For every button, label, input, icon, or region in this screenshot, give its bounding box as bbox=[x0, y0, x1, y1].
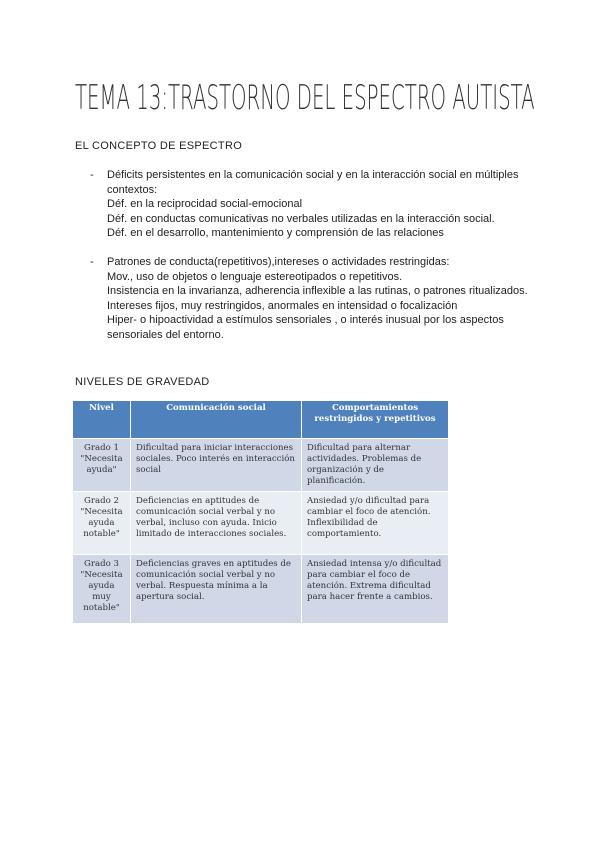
bullet-dash: - bbox=[90, 255, 94, 268]
table-cell: Deficiencias graves en aptitudes de comunicación social verbal y no verbal. Respuesta mínima a la apertura social. bbox=[131, 555, 302, 624]
table-cell: Deficiencias en aptitudes de comunicación social verbal y no verbal, incluso con ayuda. Inicio limitado de interacciones sociales. bbox=[131, 492, 302, 555]
table-cell: Dificultad para alternar actividades. Problemas de organización y de planificación. bbox=[302, 439, 449, 492]
table-cell: Ansiedad y/o dificultad para cambiar el foco de atención. Inflexibilidad de comportamiento. bbox=[302, 492, 449, 555]
table-row bbox=[73, 439, 449, 492]
list-item bbox=[90, 168, 540, 241]
column-header: Nivel bbox=[73, 401, 131, 439]
list-subitem: Déf. en la reciprocidad social-emocional bbox=[107, 198, 303, 211]
table-cell: Grado 3 "Necesita ayuda muy notable" bbox=[73, 555, 131, 624]
list-item-main: Patrones de conducta(repetitivos),intereses o actividades restringidas: bbox=[107, 255, 450, 268]
page-title: TEMA 13:TRASTORNO DEL ESPECTRO AUTISTA bbox=[75, 78, 535, 118]
table-cell: Ansiedad intensa y/o dificultad para cambiar el foco de atención. Extrema dificultad para hacer frente a cambios. bbox=[302, 555, 449, 624]
list-subitem: Déf. en el desarrollo, mantenimiento y comprensión de las relaciones bbox=[107, 227, 444, 240]
table-cell: Grado 2 "Necesita ayuda notable" bbox=[73, 492, 131, 555]
table-cell: Grado 1 "Necesita ayuda" bbox=[73, 439, 131, 492]
list-subitem: Insistencia en la invarianza, adherencia inflexible a las rutinas, o patrones ritualizados. bbox=[107, 285, 528, 298]
bullet-dash: - bbox=[90, 169, 94, 181]
table-row bbox=[73, 492, 449, 555]
list-subitem: Hiper- o hipoactividad a estímulos sensoriales , o interés inusual por los aspectos sensoriales del entorno. bbox=[107, 314, 504, 341]
table-row bbox=[73, 555, 449, 624]
column-header: Comunicación social bbox=[131, 401, 302, 439]
list-subitem: Intereses fijos, muy restringidos, anormales en intensidad o focalización bbox=[107, 299, 458, 312]
column-header: Comportamientos restringidos y repetitivos bbox=[302, 401, 449, 439]
list-item-main: Déficits persistentes en la comunicación social y en la interacción social en múltiples contextos: bbox=[107, 169, 519, 196]
severity-table bbox=[73, 401, 449, 623]
section-heading-concepto: EL CONCEPTO DE ESPECTRO bbox=[75, 140, 243, 152]
table-header-row bbox=[73, 401, 449, 439]
table-cell: Dificultad para iniciar interacciones sociales. Poco interés en interacción social bbox=[131, 439, 302, 492]
list-item bbox=[90, 255, 540, 343]
concept-list bbox=[90, 168, 540, 343]
list-subitem: Déf. en conductas comunicativas no verbales utilizadas en la interacción social. bbox=[107, 212, 495, 225]
list-subitem: Mov., uso de objetos o lenguaje estereotipados o repetitivos. bbox=[107, 270, 403, 283]
section-heading-niveles: NIVELES DE GRAVEDAD bbox=[75, 376, 210, 388]
